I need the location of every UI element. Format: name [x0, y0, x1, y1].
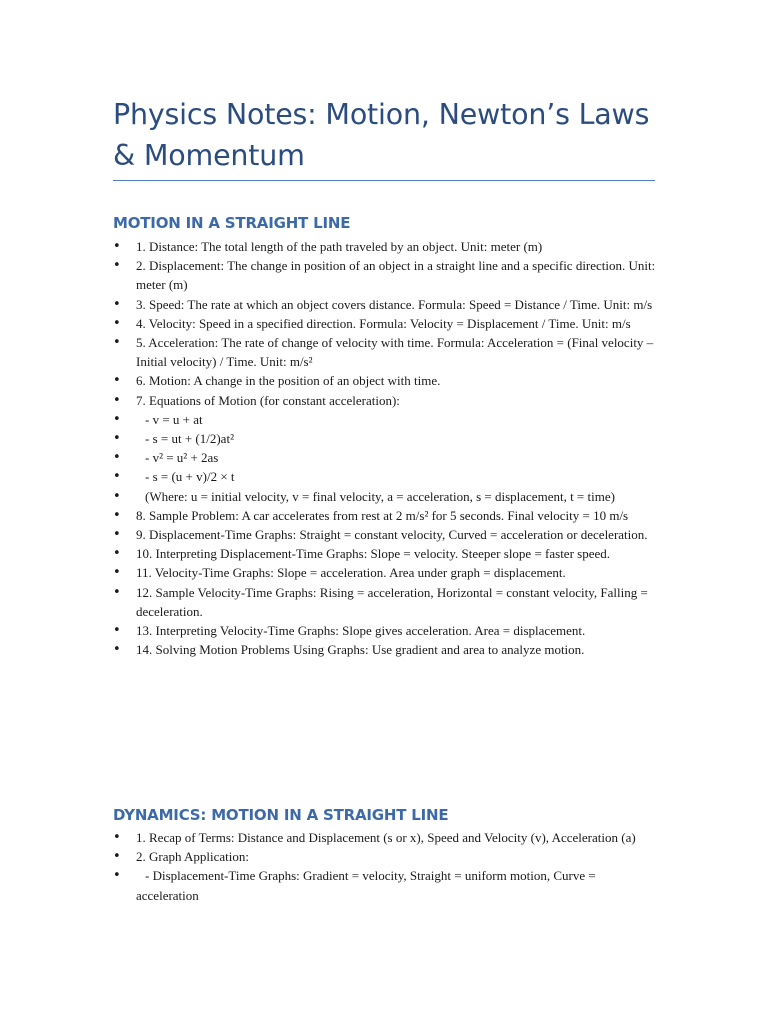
- dynamics-notes-list: [113, 828, 658, 905]
- list-item: • 2. Graph Application:: [113, 847, 658, 866]
- equation-text: - v² = u² + 2as: [145, 450, 219, 466]
- list-item: • 12. Sample Velocity-Time Graphs: Rising = acceleration, Horizontal = constant velocity, Falling = deceleration.: [113, 583, 658, 621]
- list-item: • 1. Recap of Terms: Distance and Displacement (s or x), Speed and Velocity (v), Acceleration (a): [113, 828, 658, 847]
- list-item: • 9. Displacement-Time Graphs: Straight = constant velocity, Curved = acceleration or deceleration.: [113, 525, 658, 544]
- equation-text: - v = u + at: [145, 411, 203, 427]
- list-item: • 7. Equations of Motion (for constant acceleration):: [113, 391, 658, 410]
- list-item: [113, 487, 658, 506]
- list-item: • 1. Distance: The total length of the path traveled by an object. Unit: meter (m): [113, 237, 658, 256]
- list-item: • 5. Acceleration: The rate of change of velocity with time. Formula: Acceleration = (Final velocity – Initial velocity) / Time. Unit: m/s²: [113, 333, 658, 371]
- sub-item-text: - Displacement-Time Graphs: Gradient = velocity, Straight = uniform motion, Curve = acceleration: [136, 868, 596, 903]
- equation-note: (Where: u = initial velocity, v = final velocity, a = acceleration, s = displacement, t = time): [145, 488, 615, 504]
- list-item: • 13. Interpreting Velocity-Time Graphs: Slope gives acceleration. Area = displacement.: [113, 621, 658, 640]
- list-item: [113, 866, 658, 904]
- list-item: [113, 467, 658, 486]
- list-item: • 6. Motion: A change in the position of an object with time.: [113, 371, 658, 390]
- list-item: • 8. Sample Problem: A car accelerates from rest at 2 m/s² for 5 seconds. Final velocity = 10 m/s: [113, 506, 658, 525]
- equation-text: - s = ut + (1/2)at²: [145, 431, 234, 447]
- motion-notes-list: [113, 237, 658, 659]
- list-item: • 11. Velocity-Time Graphs: Slope = acceleration. Area under graph = displacement.: [113, 563, 658, 582]
- equation-text: - s = (u + v)/2 × t: [145, 469, 235, 485]
- list-item: [113, 410, 658, 429]
- list-item: • 2. Displacement: The change in position of an object in a straight line and a specific direction. Unit: meter (m): [113, 256, 658, 294]
- title-underline: [113, 180, 655, 181]
- document-title: Physics Notes: Motion, Newton’s Laws & Momentum: [113, 98, 650, 172]
- section-heading-motion: MOTION IN A STRAIGHT LINE: [113, 214, 351, 232]
- list-item: • 3. Speed: The rate at which an object covers distance. Formula: Speed = Distance / Time. Unit: m/s: [113, 295, 658, 314]
- list-item: • 10. Interpreting Displacement-Time Graphs: Slope = velocity. Steeper slope = faster speed.: [113, 544, 658, 563]
- list-item: • 4. Velocity: Speed in a specified direction. Formula: Velocity = Displacement / Time. Unit: m/s: [113, 314, 658, 333]
- section-heading-dynamics: DYNAMICS: MOTION IN A STRAIGHT LINE: [113, 806, 449, 824]
- list-item: [113, 429, 658, 448]
- list-item: • 14. Solving Motion Problems Using Graphs: Use gradient and area to analyze motion.: [113, 640, 658, 659]
- list-item: [113, 448, 658, 467]
